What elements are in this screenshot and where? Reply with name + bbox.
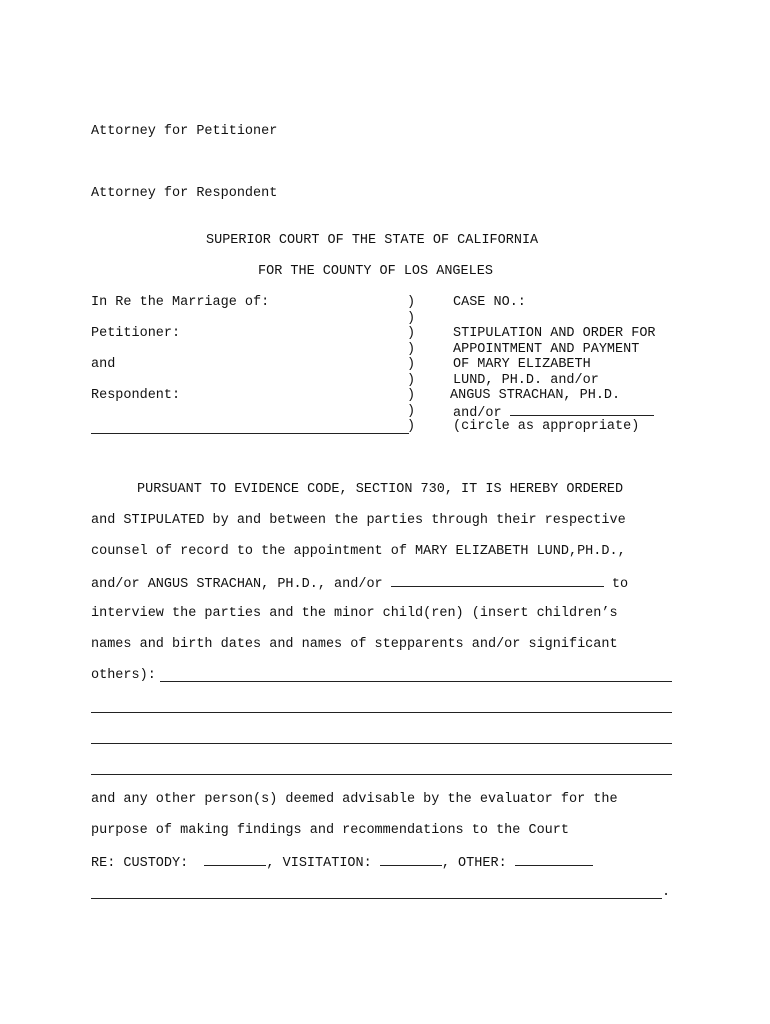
body-line: counsel of record to the appointment of MARY ELIZABETH LUND,PH.D.,: [91, 544, 626, 559]
document-title-line: LUND, PH.D. and/or: [453, 373, 599, 388]
body-line: purpose of making findings and recommendations to the Court: [91, 823, 569, 838]
body-line: names and birth dates and names of stepparents and/or significant: [91, 637, 618, 652]
document-title-line: APPOINTMENT AND PAYMENT: [453, 342, 640, 357]
other-evaluator-blank[interactable]: [391, 575, 604, 587]
court-name: SUPERIOR COURT OF THE STATE OF CALIFORNIA: [206, 233, 539, 248]
caption-paren: ): [407, 295, 416, 310]
caption-paren: ): [407, 373, 416, 388]
body-line: interview the parties and the minor child(ren) (insert children’s: [91, 606, 618, 621]
evaluator-name-blank[interactable]: [510, 404, 654, 416]
county-name: FOR THE COUNTY OF LOS ANGELES: [258, 264, 493, 279]
children-names-line[interactable]: [91, 774, 672, 775]
children-names-line[interactable]: [91, 743, 672, 744]
case-number-label: CASE NO.:: [453, 295, 526, 310]
caption-paren: ): [407, 404, 416, 419]
caption-paren: ): [407, 342, 416, 357]
attorney-for-petitioner: Attorney for Petitioner: [91, 124, 278, 139]
caption-paren: ): [407, 419, 416, 434]
visitation-blank[interactable]: [380, 854, 442, 866]
final-period: .: [662, 885, 671, 900]
body-line: PURSUANT TO EVIDENCE CODE, SECTION 730, IT IS HEREBY ORDERED: [137, 482, 624, 497]
document-title-line: OF MARY ELIZABETH: [453, 357, 591, 372]
and-label: and: [91, 357, 116, 372]
caption-paren: ): [407, 357, 416, 372]
children-names-line[interactable]: [160, 681, 672, 682]
petitioner-label: Petitioner:: [91, 326, 181, 341]
final-line[interactable]: [91, 898, 662, 899]
re-line: RE: CUSTODY: , VISITATION: , OTHER:: [91, 854, 593, 872]
respondent-label: Respondent:: [91, 388, 181, 403]
body-line: others):: [91, 668, 156, 683]
document-title-line: STIPULATION AND ORDER FOR: [453, 326, 656, 341]
marriage-label: In Re the Marriage of:: [91, 295, 270, 310]
document-title-line: ANGUS STRACHAN, PH.D.: [450, 388, 621, 403]
caption-paren: ): [407, 311, 416, 326]
other-blank[interactable]: [515, 854, 593, 866]
caption-paren: ): [407, 388, 416, 403]
body-line: and STIPULATED by and between the parties through their respective: [91, 513, 626, 528]
document-title-line: and/or: [453, 404, 654, 422]
custody-blank[interactable]: [204, 854, 266, 866]
caption-bottom-line: [91, 433, 409, 434]
body-line: and any other person(s) deemed advisable by the evaluator for the: [91, 792, 618, 807]
caption-paren: ): [407, 326, 416, 341]
body-line: and/or ANGUS STRACHAN, PH.D., and/or to: [91, 577, 629, 592]
attorney-for-respondent: Attorney for Respondent: [91, 186, 278, 201]
children-names-line[interactable]: [91, 712, 672, 713]
circle-instruction: (circle as appropriate): [453, 419, 640, 434]
